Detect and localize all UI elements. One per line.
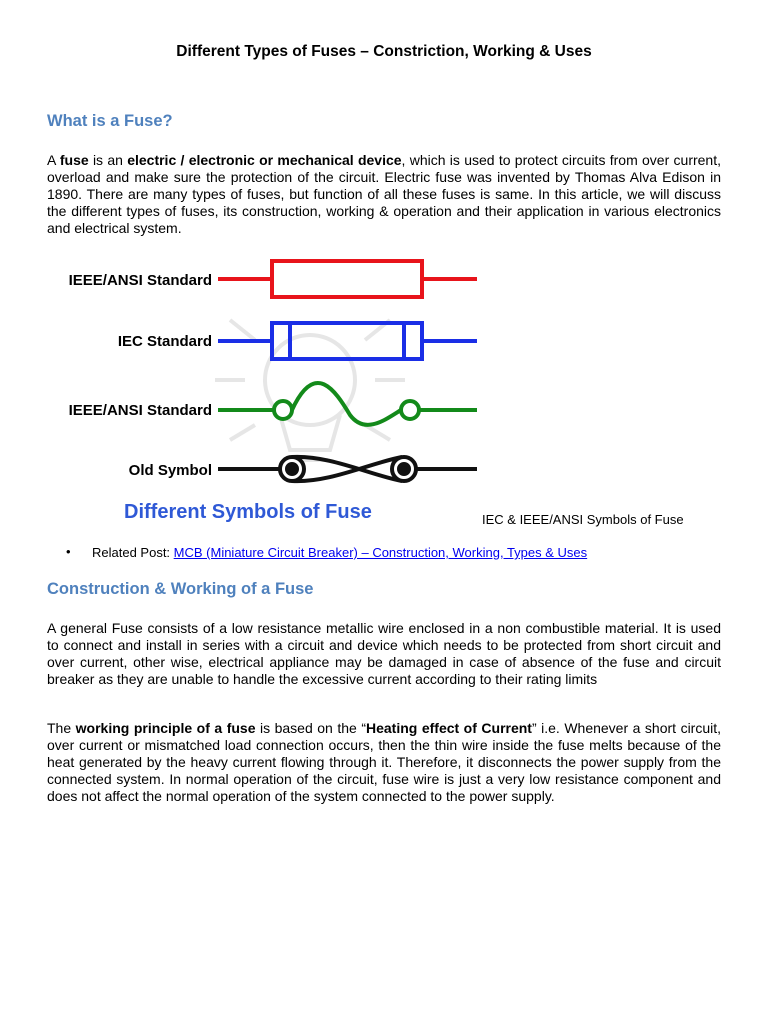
heading-what-is-a-fuse: What is a Fuse? — [47, 112, 173, 130]
label-ieee-2: IEEE/ANSI Standard — [68, 402, 212, 419]
related-post-prefix: Related Post: — [92, 545, 174, 560]
bold-heating-effect: Heating effect of Current — [365, 720, 532, 736]
text-run: The — [47, 720, 76, 736]
fuse-symbols-diagram — [40, 250, 490, 535]
related-post-link[interactable]: MCB (Miniature Circuit Breaker) – Construction, Working, Types & Uses — [173, 545, 588, 560]
related-post-text — [92, 545, 587, 560]
page-title: Different Types of Fuses – Constriction, Working & Uses — [176, 43, 592, 60]
text-run: A — [47, 152, 60, 168]
bullet-icon: • — [66, 544, 71, 559]
text-run: is an — [88, 152, 128, 168]
bold-device: electric / electronic or mechanical device — [127, 152, 402, 168]
heading-construction: Construction & Working of a Fuse — [47, 580, 314, 598]
label-old-symbol: Old Symbol — [128, 462, 212, 479]
label-ieee-1: IEEE/ANSI Standard — [68, 272, 212, 289]
ieee-fuse-symbol-red — [218, 261, 477, 297]
bold-fuse: fuse — [59, 152, 89, 168]
fuse-symbols-figure — [40, 250, 490, 535]
label-iec: IEC Standard — [117, 333, 212, 350]
figure-caption: IEC & IEEE/ANSI Symbols of Fuse — [482, 512, 684, 527]
paragraph-what-is-a-fuse — [47, 152, 721, 237]
bold-working-principle: working principle of a fuse — [75, 720, 256, 736]
old-fuse-symbol-black — [218, 457, 477, 481]
text-run: , which is used to protect circuits from over current, overload and make sure the protection of the circuit. Electric fuse was invented by Thomas Alva Edison in 1890. There are many types of fuses, but function of all these fuses is same. In this article, we will discuss the different types of fuses, its construction, working & operation and their application in various electronics and electrical system. — [47, 152, 721, 236]
figure-banner: Different Symbols of Fuse — [124, 501, 372, 523]
paragraph-construction-1: A general Fuse consists of a low resistance metallic wire enclosed in a non combustible material. It is used to connect and install in series with a circuit and device which needs to be protected from short circuit and over current, other wise, electrical appliance may be damaged in case of absence of the fuse and circuit breaker as they are unable to handle the excessive current according to their rating limits — [47, 620, 721, 687]
text-run: is based on the “ — [255, 720, 366, 736]
text-run: ” i.e. Whenever a short circuit, over current or mismatched load connection occurs, then the thin wire inside the fuse melts because of the heat generated by the heavy current flowing through it. Therefore, it disconnects the power supply from the connected system. In normal operation of the circuit, fuse wire is just a very low resistance component and does not affect the normal operation of the system connected to the power supply. — [47, 720, 722, 804]
paragraph-construction-2 — [47, 720, 721, 805]
